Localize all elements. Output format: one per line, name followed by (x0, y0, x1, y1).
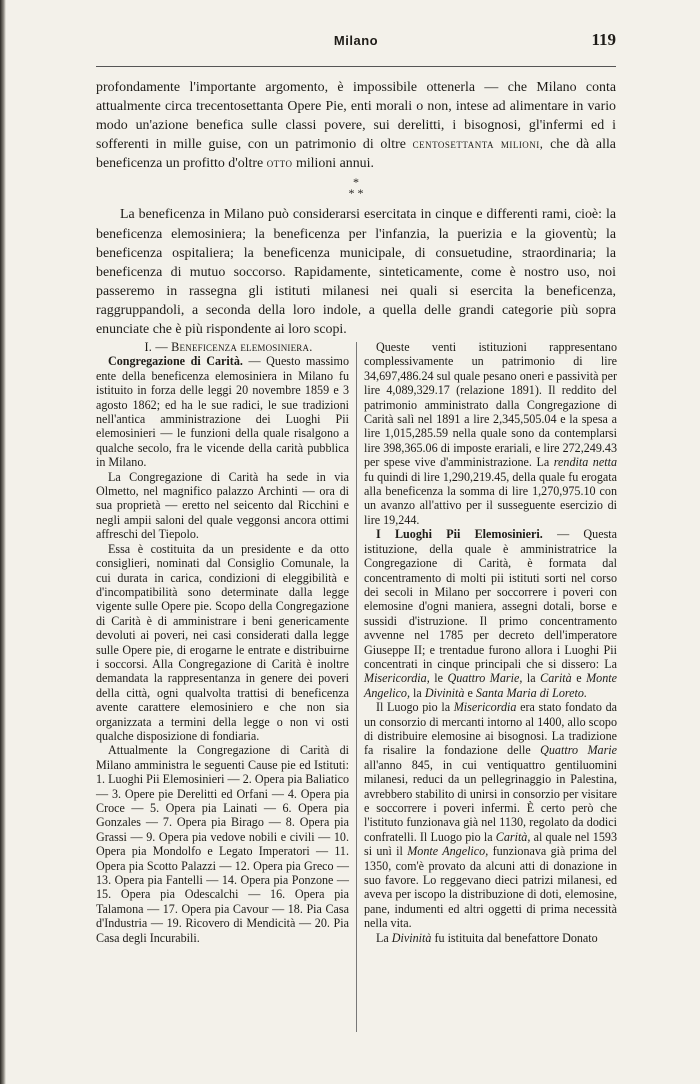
right-paragraph-3: Il Luogo pio la Misericordia era stato fondato da un consorzio di mercanti intorno al 1400, allo scopo di distribuire elemosine ai bisognosi. La tradizione fa risalire la fondazione delle Quattro Marie all'anno 845, in cui ventiquattro gentiluomini milanesi, reduci da un pellegrinaggio in Palestina, avrebbero stabilito di unirsi in consorzio per visitare e soccorrere i poveri infermi. È certo però che l'istituto funzionava già nel 1130, regolato da dodici confratelli. Il Luogo pio la Carità, al quale nel 1593 si unì il Monte Angelico, funzionava già prima del 1350, com'è provato da alcuni atti di donazione in suo favore. Lo reggevano dieci patrizi milanesi, ed aveva per iscopo la distribuzione di doti, elemosine, pane, indumenti ed altri oggetti di prima necessità nella vita. (364, 700, 618, 931)
left-column (96, 340, 349, 945)
two-column-body (96, 340, 616, 1080)
left-paragraph-4: Attualmente la Congregazione di Carità di Milano amministra le seguenti Cause pie ed Istituti: 1. Luoghi Pii Elemosinieri — 2. Opera pia Baliatico — 3. Opere pie Derelitti ed Orfani — 4. Opera pia Croce — 5. Opera pia Lainati — 6. Opera pia Gonzales — 7. Opera pia Birago — 8. Opera pia Grassi — 9. Opera pia vedove nobili e civili — 10. Opera pia Mondolfo e Legato Imperatori — 11. Opera pia Scotto Palazzi — 12. Opera pia Greco — 13. Opera pia Fantelli — 14. Opera pia Ponzone — 15. Opera pia Odescalchi — 16. Opera pia Talamona — 17. Opera pia Cavour — 18. Pia Casa d'Industria — 19. Ricovero di Mendicità — 20. Pia Casa degli Incurabili. (96, 743, 349, 945)
entry-heading: Congregazione di Carità. (108, 354, 243, 369)
right-paragraph-1: Queste venti istituzioni rappresentano complessivamente un patrimonio di lire 34,697,486.24 sul quale pesano oneri e passività per lire 4,089,329.17 (relazione 1891). Il reddito del patrimonio amministrato dalla Congregazione di Carità salì nel 1891 a lire 2,345,505.04 e la spesa a lire 1,015,285.59 nella quale sono da contemplarsi lire 398,365.06 di imposte erariali, e lire 272,249.43 per spese vive d'amministrazione. La rendita netta fu quindi di lire 1,290,219.45, della quale fu erogata alla beneficenza la somma di lire 1,270,975.10 con un avanzo all'attivo per il susseguente esercizio di lire 19,244. (364, 340, 617, 527)
page-header (96, 30, 616, 55)
running-title: Milano (333, 33, 379, 48)
left-paragraph-2: La Congregazione di Carità ha sede in via Olmetto, nel magnifico palazzo Archinti — ora di sua proprietà — eretto nel seicento dal Ricchini e negli ampii saloni del quale veggonsi ancora ottimi affreschi del Tiepolo. (96, 469, 349, 542)
right-paragraph-4: La Divinità fu istituita dal benefattore Donato (376, 930, 598, 945)
amount-smallcaps: centosettanta milioni, (412, 137, 544, 152)
intro-paragraph-1: profondamente l'importante argomento, è impossibile ottenerla — che Milano conta attualmente circa trecentosettanta Opere Pie, enti morali o non, intese ad alimentare in vario modo un'azione benefica sulle classi povere, sui derelitti, i bisognosi, gl'infermi ed i sofferenti in mille guise, con un patrimonio di oltre centosettanta milioni, che dà alla beneficenza un profitto d'oltre otto milioni annui. (96, 80, 616, 172)
entry-heading: I Luoghi Pii Elemosinieri. (376, 527, 543, 542)
right-paragraph-2: I Luoghi Pii Elemosinieri. — Questa istituzione, della quale è amministratrice la Congregazione di Carità, è formata dal concentramento di molti pii istituti sorti nel corso dei secoli in Milano per soccorrere i poveri con elemosine d'ogni maniera, assegni dotali, borse e sussidi d'istruzione. Il primo concentramento avvenne nel 1785 per decreto dell'imperatore Giuseppe II; e trentadue furono allora i Luoghi Pii concentrati in cinque principali che si dissero: La Misericordia, le Quattro Marie, la Carità e Monte Angelico, la Divinità e Santa Maria di Loreto. (364, 527, 618, 700)
left-paragraph-3: Essa è costituita da un presidente e da otto consiglieri, nominati dal Consiglio Comunale, la cui durata in carica, condizioni di eleggibilità e d'incompatibilità sono determinate dalla legge vigente sulle Opere pie. Scopo della Congregazione di Carità è di amministrare i beni genericamente devoluti ai poveri, nei casi considerati dalla legge sulle Opere pie, di erogarne le entrate e distribuirne i soccorsi. Alla Congregazione di Carità è inoltre demandata la rappresentanza in genere dei poveri della città, ogni qualvolta trattisi di beneficenza avente carattere elemosiniero e che non sia organizzata a termini della legge o non vi osti qualche disposizione di fondiaria. (96, 541, 349, 743)
asterism: * * * (348, 175, 364, 201)
amount-smallcaps-2: otto (266, 156, 293, 171)
intro-paragraph-2: La beneficenza in Milano può considerarsi esercitata in cinque e differenti rami, cioè: la beneficenza elemosiniera; la beneficenza per l'infanzia, la puerizia e la gioventù; la beneficenza ospitaliera; la beneficenza municipale, di consuetudine, straordinaria; la beneficenza di mutuo soccorso. Rapidamente, sinteticamente, come è nostro uso, noi passeremo in rassegna gli istituti milanesi nei quali si esercita la beneficenza, raggruppandoli, a seconda della loro indole, a quella delle grandi categorie più sopra enunciate che è più rispondente ai loro scopi. (96, 207, 616, 338)
left-paragraph-1: Congregazione di Carità. — Questo massimo ente della beneficenza elemosiniera in Milano fu istituito in forza delle leggi 20 novembre 1859 e 3 agosto 1862; ed ha le sue radici, le sue tradizioni nell'antica amministrazione dei Luoghi Pii elemosinieri — le funzioni della quale risalgono a qualche secolo, fra le vicende della carità pubblica in Milano. (96, 354, 350, 470)
page-number: 119 (591, 30, 616, 49)
header-rule (96, 66, 616, 67)
column-divider (356, 342, 357, 1032)
intro-text (96, 78, 616, 339)
book-spine-shadow (0, 0, 6, 1084)
right-column (364, 340, 617, 945)
section-heading: I. — Beneficenza elemosiniera. (144, 340, 313, 354)
